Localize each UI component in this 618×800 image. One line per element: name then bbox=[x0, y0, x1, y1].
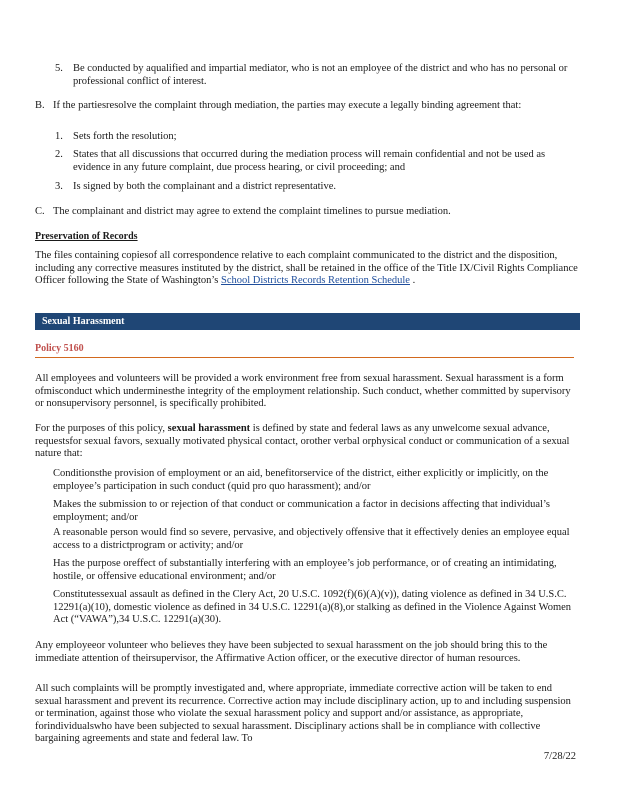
paragraph: All such complaints will be promptly investigated and, where appropriate, immediate corrective action will be taken to end sexual harassment and prevent its recurrence. Corrective action may include disciplinary action, up to and including suspension or termination, against those who violate the sexual harassment policy and support and/or assistance, as appropriate, forindividualswho have been subjected to sexual harassment. Disciplinary actions shall be in compliance with collective bargaining agreements and state and federal law. To bbox=[35, 683, 571, 744]
section-letter: B. bbox=[35, 100, 45, 111]
divider bbox=[35, 357, 574, 358]
section-letter: C. bbox=[35, 206, 45, 217]
bullet-text: Makes the submission to or rejection of that conduct or communication a factor in decisions affecting that individual’s employment; and/or bbox=[53, 499, 550, 523]
bullet-icon bbox=[35, 468, 53, 493]
bullet-item bbox=[35, 527, 580, 552]
defined-term: sexual harassment bbox=[167, 423, 251, 434]
policy-label: Policy 5160 bbox=[35, 343, 84, 354]
definition-paragraph bbox=[35, 423, 580, 461]
list-text: Is signed by both the complainant and a district representative. bbox=[73, 181, 337, 192]
bullet-text: Constitutessexual assault as defined in the Clery Act, 20 U.S.C. 1092(f)(6)(A)(v)), dating violence as defined in 34 U.S.C. 12291(a)(10), domestic violence as defined in 34 U.S.C. 12291(a)(8),or stalking as defined in the Violence Against Women Act (“VAWA”),34 U.S.C. 12291(a)(30). bbox=[53, 589, 572, 625]
footer-date: 7/28/22 bbox=[543, 751, 576, 762]
bullet-text: Conditionsthe provision of employment or an aid, benefitorservice of the district, either explicitly or implicitly, on the employee’s participation in such conduct (quid pro quo harassment); and/or bbox=[53, 468, 549, 492]
bullet-icon bbox=[35, 558, 53, 583]
list-number: 1. bbox=[55, 131, 63, 142]
paragraph: All employees and volunteers will be provided a work environment free from sexual harassment. Sexual harassment is a form ofmisconduct which underminesthe integrity of the employment relationship. Such conduct, whether committed by supervisory or nonsupervisory personnel, is specifically prohibited. bbox=[35, 373, 571, 409]
bullet-text: A reasonable person would find so severe, pervasive, and objectively offensive that it effectively denies an employee equal access to a districtprogram or activity; and/or bbox=[53, 527, 570, 551]
list-item bbox=[55, 131, 577, 144]
list-item bbox=[55, 149, 577, 174]
section-c-text: The complainant and district may agree to extend the complaint timelines to pursue mediation. bbox=[53, 206, 451, 217]
bullet-item bbox=[35, 589, 580, 627]
preservation-tail: . bbox=[409, 275, 416, 286]
list-text: Sets forth the resolution; bbox=[73, 131, 177, 142]
preservation-heading: Preservation of Records bbox=[35, 231, 138, 242]
bullet-item bbox=[35, 558, 580, 583]
definition-pre: For the purposes of this policy, bbox=[35, 423, 168, 434]
list-text: Be conducted by aqualified and impartial mediator, who is not an employee of the district and who has no personal or professional conflict of interest. bbox=[73, 63, 568, 87]
retention-schedule-link[interactable]: School Districts Records Retention Schedule bbox=[221, 275, 410, 286]
bullet-icon bbox=[35, 527, 53, 552]
section-b-intro: If the partiesresolve the complaint through mediation, the parties may execute a legally binding agreement that: bbox=[53, 100, 522, 111]
bullet-icon bbox=[35, 499, 53, 524]
list-item bbox=[55, 181, 577, 194]
bullet-item bbox=[35, 468, 580, 493]
section-b bbox=[35, 100, 577, 113]
preservation-body bbox=[35, 250, 580, 288]
banner-title: Sexual Harassment bbox=[42, 316, 125, 327]
bullet-icon bbox=[35, 589, 53, 627]
section-c bbox=[35, 206, 577, 219]
bullet-text: Has the purpose oreffect of substantially interfering with an employee’s job performance, or of creating an intimidating, hostile, or offensive educational environment; and/or bbox=[53, 558, 557, 582]
paragraph: Any employeeor volunteer who believes they have been subjected to sexual harassment on the job should bring this to the immediate attention of theirsupervisor, the Affirmative Action officer, or the executive director of human resources. bbox=[35, 640, 548, 664]
section-banner bbox=[35, 313, 580, 330]
list-text: States that all discussions that occurred during the mediation process will remain confidential and not be used as evidence in any future complaint, due process hearing, or civil proceeding; and bbox=[73, 149, 546, 173]
list-number: 5. bbox=[55, 63, 63, 74]
bullet-item bbox=[35, 499, 580, 524]
preservation-text: The files containing copiesof all correspondence relative to each complaint communicated to the district and the disposition, including any corrective measures instituted by the district, shall be retained in the office of the Title IX/Civil Rights Compliance Officer following the State of Washington’s bbox=[35, 250, 578, 286]
definition-post: is defined by state and federal laws as any unwelcome sexual advance, requestsfor sexual favors, sexually motivated physical contact, orother verbal orphysical conduct or communication of a sexual nature that: bbox=[35, 423, 570, 459]
list-number: 3. bbox=[55, 181, 63, 192]
list-number: 2. bbox=[55, 149, 63, 160]
list-item bbox=[55, 63, 577, 88]
